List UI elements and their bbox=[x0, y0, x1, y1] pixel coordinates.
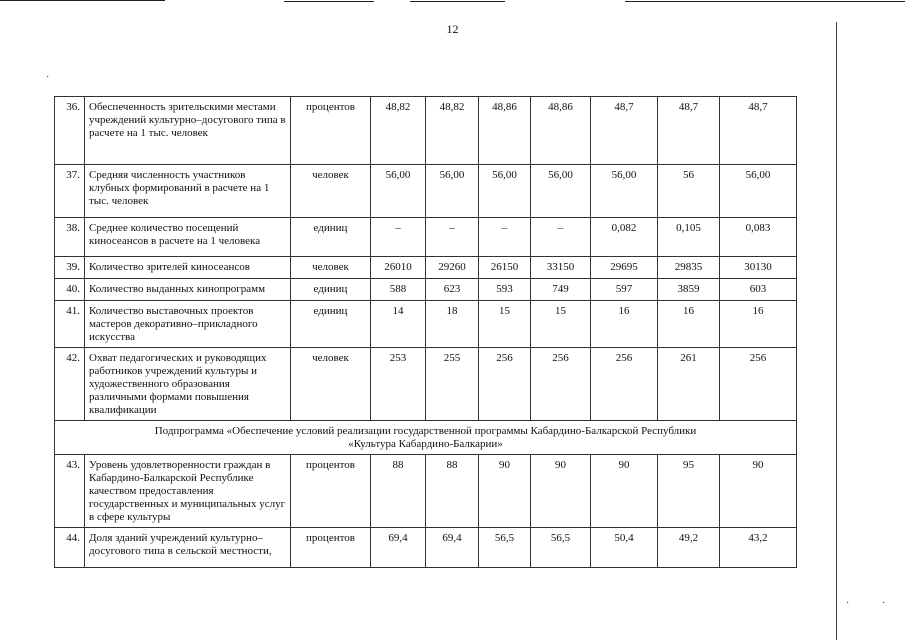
value-cell: 90 bbox=[531, 455, 591, 528]
row-number: 43. bbox=[55, 455, 85, 528]
value-cell: 56,00 bbox=[479, 165, 531, 218]
subprogram-line-1: Подпрограмма «Обеспечение условий реализации государственной программы Кабардино-Балкарской Республики bbox=[154, 425, 697, 437]
table-row bbox=[55, 165, 797, 218]
scan-artifact-line bbox=[625, 1, 905, 2]
value-cell: – bbox=[371, 218, 426, 257]
value-cell: 256 bbox=[591, 348, 658, 421]
value-cell: 56,5 bbox=[531, 528, 591, 568]
value-cell: 48,86 bbox=[531, 97, 591, 165]
indicator-name: Уровень удовлетворенности граждан в Кабардино-Балкарской Республике качеством предоставления государственных и муниципальных услуг в сфере культуры bbox=[85, 455, 291, 528]
value-cell: 623 bbox=[426, 279, 479, 301]
row-number: 36. bbox=[55, 97, 85, 165]
value-cell: 56,5 bbox=[479, 528, 531, 568]
value-cell: 49,2 bbox=[658, 528, 720, 568]
indicators-table bbox=[54, 96, 797, 568]
indicator-name: Доля зданий учреждений культурно–досугового типа в сельской местности, bbox=[85, 528, 291, 568]
row-number: 40. bbox=[55, 279, 85, 301]
value-cell: 48,86 bbox=[479, 97, 531, 165]
value-cell: 16 bbox=[591, 301, 658, 348]
unit-cell: единиц bbox=[291, 218, 371, 257]
row-number: 37. bbox=[55, 165, 85, 218]
table-row bbox=[55, 455, 797, 528]
value-cell: 0,105 bbox=[658, 218, 720, 257]
value-cell: 597 bbox=[591, 279, 658, 301]
unit-cell: процентов bbox=[291, 97, 371, 165]
row-number: 41. bbox=[55, 301, 85, 348]
value-cell: 95 bbox=[658, 455, 720, 528]
unit-cell: единиц bbox=[291, 279, 371, 301]
value-cell: 588 bbox=[371, 279, 426, 301]
value-cell: 33150 bbox=[531, 257, 591, 279]
indicator-name: Среднее количество посещений киносеансов в расчете на 1 человека bbox=[85, 218, 291, 257]
table-row bbox=[55, 528, 797, 568]
value-cell: – bbox=[531, 218, 591, 257]
value-cell: 50,4 bbox=[591, 528, 658, 568]
value-cell: 18 bbox=[426, 301, 479, 348]
value-cell: 256 bbox=[479, 348, 531, 421]
value-cell: 48,7 bbox=[720, 97, 797, 165]
value-cell: 30130 bbox=[720, 257, 797, 279]
indicator-name: Количество выставочных проектов мастеров декоративно–прикладного искусства bbox=[85, 301, 291, 348]
value-cell: – bbox=[426, 218, 479, 257]
value-cell: 3859 bbox=[658, 279, 720, 301]
value-cell: 253 bbox=[371, 348, 426, 421]
value-cell: – bbox=[479, 218, 531, 257]
table-body-main bbox=[55, 97, 797, 421]
value-cell: 29260 bbox=[426, 257, 479, 279]
scan-margin-line bbox=[836, 22, 837, 640]
row-number: 38. bbox=[55, 218, 85, 257]
row-number: 42. bbox=[55, 348, 85, 421]
unit-cell: процентов bbox=[291, 528, 371, 568]
indicator-name: Количество зрителей киносеансов bbox=[85, 257, 291, 279]
value-cell: 69,4 bbox=[371, 528, 426, 568]
value-cell: 56,00 bbox=[371, 165, 426, 218]
indicator-name: Средняя численность участников клубных формирований в расчете на 1 тыс. человек bbox=[85, 165, 291, 218]
row-number: 44. bbox=[55, 528, 85, 568]
unit-cell: человек bbox=[291, 257, 371, 279]
unit-cell: процентов bbox=[291, 455, 371, 528]
value-cell: 16 bbox=[658, 301, 720, 348]
value-cell: 26150 bbox=[479, 257, 531, 279]
table-row bbox=[55, 348, 797, 421]
table-row bbox=[55, 97, 797, 165]
value-cell: 26010 bbox=[371, 257, 426, 279]
value-cell: 88 bbox=[371, 455, 426, 528]
row-number: 39. bbox=[55, 257, 85, 279]
indicator-name: Количество выданных кинопрограмм bbox=[85, 279, 291, 301]
table-body-subprogram bbox=[55, 455, 797, 568]
value-cell: 56,00 bbox=[531, 165, 591, 218]
scan-artifact-line bbox=[284, 1, 374, 2]
subprogram-title bbox=[55, 421, 797, 455]
value-cell: 0,082 bbox=[591, 218, 658, 257]
value-cell: 15 bbox=[531, 301, 591, 348]
value-cell: 48,7 bbox=[591, 97, 658, 165]
value-cell: 16 bbox=[720, 301, 797, 348]
value-cell: 48,82 bbox=[371, 97, 426, 165]
scan-artifact-line bbox=[410, 1, 505, 2]
value-cell: 593 bbox=[479, 279, 531, 301]
scan-speck: · bbox=[46, 72, 50, 83]
value-cell: 56,00 bbox=[426, 165, 479, 218]
table-row bbox=[55, 279, 797, 301]
page-number: 12 bbox=[446, 22, 459, 36]
table-row bbox=[55, 257, 797, 279]
subprogram-line-2: «Культура Кабардино-Балкарии» bbox=[348, 438, 503, 450]
value-cell: 56 bbox=[658, 165, 720, 218]
value-cell: 29835 bbox=[658, 257, 720, 279]
value-cell: 261 bbox=[658, 348, 720, 421]
value-cell: 88 bbox=[426, 455, 479, 528]
unit-cell: человек bbox=[291, 165, 371, 218]
value-cell: 255 bbox=[426, 348, 479, 421]
value-cell: 256 bbox=[720, 348, 797, 421]
value-cell: 14 bbox=[371, 301, 426, 348]
value-cell: 603 bbox=[720, 279, 797, 301]
scan-speck: · bbox=[882, 598, 886, 609]
value-cell: 15 bbox=[479, 301, 531, 348]
value-cell: 90 bbox=[591, 455, 658, 528]
value-cell: 56,00 bbox=[591, 165, 658, 218]
value-cell: 90 bbox=[479, 455, 531, 528]
table-row bbox=[55, 218, 797, 257]
scan-artifact-line bbox=[0, 0, 165, 1]
indicator-name: Обеспеченность зрительскими местами учреждений культурно–досугового типа в расчете на 1 тыс. человек bbox=[85, 97, 291, 165]
value-cell: 43,2 bbox=[720, 528, 797, 568]
value-cell: 48,7 bbox=[658, 97, 720, 165]
unit-cell: человек bbox=[291, 348, 371, 421]
value-cell: 90 bbox=[720, 455, 797, 528]
value-cell: 56,00 bbox=[720, 165, 797, 218]
value-cell: 749 bbox=[531, 279, 591, 301]
subprogram-row bbox=[55, 421, 797, 455]
value-cell: 29695 bbox=[591, 257, 658, 279]
indicator-name: Охват педагогических и руководящих работников учреждений культуры и художественного образования различными формами повышения квалификации bbox=[85, 348, 291, 421]
value-cell: 256 bbox=[531, 348, 591, 421]
table-row bbox=[55, 301, 797, 348]
value-cell: 0,083 bbox=[720, 218, 797, 257]
value-cell: 48,82 bbox=[426, 97, 479, 165]
value-cell: 69,4 bbox=[426, 528, 479, 568]
unit-cell: единиц bbox=[291, 301, 371, 348]
scan-speck: · bbox=[846, 598, 850, 609]
